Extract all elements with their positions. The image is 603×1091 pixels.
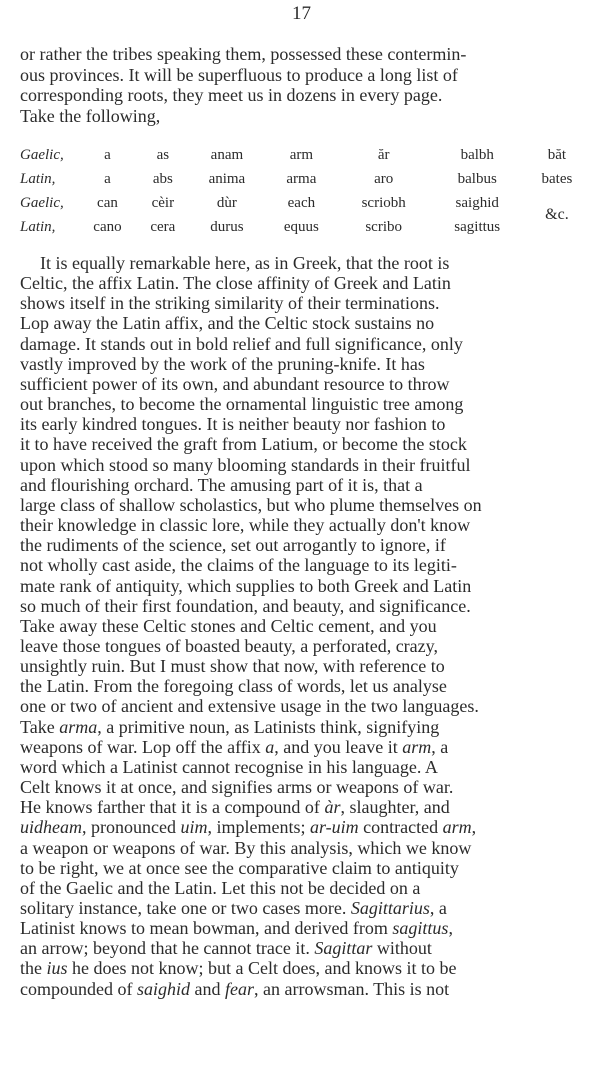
body-text-run: , pronounced	[82, 817, 181, 838]
italic-word: arm	[402, 736, 432, 757]
italic-word: àr	[324, 797, 341, 818]
word-cell: anima	[208, 171, 246, 187]
language-label: Gaelic,	[20, 147, 64, 163]
italic-word: Sagittarius	[350, 898, 430, 918]
body-text-run: contracted	[358, 817, 443, 838]
italic-word: saighid	[136, 978, 190, 999]
language-label: Latin,	[20, 171, 56, 187]
word-cell: balbh	[460, 147, 494, 163]
italic-word: arm	[442, 817, 472, 838]
roots-comparison-table	[20, 143, 589, 239]
body-text-run: , a weapon or weapons of war. By this analysis, which we know to be right, we at once see the comparative claim to antiquity of the Gaelic and the Latin. Let this not be decided on a solitary instance, take one or two cases more.	[20, 817, 477, 918]
word-cell: a	[104, 171, 111, 187]
italic-word: uim	[180, 817, 208, 838]
italic-word: ius	[46, 958, 68, 979]
word-cell: each	[287, 195, 316, 211]
body-text-run: without the	[20, 938, 432, 979]
page-number: 17	[292, 3, 311, 24]
italic-word: ar-uim	[309, 817, 359, 838]
italic-word: fear	[225, 978, 254, 999]
word-cell: abs	[152, 171, 173, 187]
body-text-run: , an arrowsman. This is not	[254, 978, 450, 999]
word-cell: scribo	[365, 219, 402, 235]
body-text-run: , and you leave it	[274, 736, 403, 757]
word-cell: aro	[374, 171, 394, 187]
word-cell: arma	[286, 171, 317, 187]
word-cell: a	[104, 147, 111, 163]
table-row-latin-1	[20, 167, 589, 191]
word-cell: can	[97, 195, 118, 211]
etcetera-mark: &c.	[545, 206, 569, 223]
italic-word: arma	[59, 716, 98, 737]
body-text-run: It is equally remarkable here, as in Greek, that the root is Celtic, the affix Latin. The close affinity of Greek and Latin shows itself in the striking similarity of their terminations. Lop away the Latin affix, and the Celtic stock sustains no damage. It stands out in bold relief and full significance, only vastly improved by the work of the pruning-knife. It has sufficient power of its own, and abundant resource to throw out branches, to become the ornamental linguistic tree among its early kindred tongues. It is neither beauty nor fashion to it to have received the graft from Latium, or become the stock upon which stood so many blooming standards in their fruitful and flourishing orchard. The amusing part of it is, that a large class of shallow scholastics, but who plume themselves on their knowledge in classic lore, while they actually don't know the rudiments of the science, set out arrogantly to ignore, if not wholly cast aside, the claims of the language to its legiti- mate rank of antiquity, which supplies to both Greek and Latin so much of their first foundation, and beauty, and significance. Take away these Celtic stones and Celtic cement, and you leave those tongues of boasted beauty, a perforated, crazy, unsightly ruin. But I must show that now, with reference to the Latin. From the foregoing class of words, let us analyse one or two of ancient and extensive usage in the two languages. Take	[20, 253, 482, 737]
word-cell: as	[156, 147, 170, 163]
italic-word: Sagittar	[314, 938, 373, 959]
word-cell: saighid	[455, 195, 499, 211]
body-text-run: , a primitive noun, as Latinists think, signifying weapons of war. Lop off the affix	[20, 716, 440, 757]
body-text-run: , a word which a Latinist cannot recognise in his language. A Celt knows it at once, and signifies arms or weapons of war. He knows farther that it is a compound of	[20, 736, 454, 818]
word-cell: durus	[210, 219, 244, 235]
word-cell: cèir	[151, 195, 175, 211]
italic-word: sagittus	[392, 918, 449, 939]
body-paragraph	[20, 253, 589, 999]
language-label: Latin,	[20, 219, 56, 235]
language-label: Gaelic,	[20, 195, 64, 211]
word-cell: bates	[541, 171, 573, 187]
word-cell: arm	[289, 147, 314, 163]
word-cell: cera	[150, 219, 176, 235]
word-cell: ăr	[377, 147, 390, 163]
word-cell: anam	[210, 147, 244, 163]
word-cell: scriobh	[361, 195, 406, 211]
intro-paragraph: or rather the tribes speaking them, possessed these contermin- ous provinces. It will be superfluous to produce a long list of corresponding roots, they meet us in dozens in every page. Take the following,	[20, 44, 467, 127]
body-text-run: , implements;	[207, 817, 310, 838]
body-text-run: , an arrow; beyond that he cannot trace it.	[20, 918, 453, 959]
word-cell: dùr	[216, 195, 237, 211]
word-cell: equus	[283, 219, 319, 235]
italic-word: a	[265, 736, 275, 757]
word-cell: sagittus	[454, 219, 501, 235]
body-text-run: , slaughter, and	[340, 797, 450, 818]
table-row-latin-2	[20, 215, 589, 239]
word-cell: cano	[93, 219, 122, 235]
body-text-run: and	[190, 978, 225, 999]
body-text-run: , a Latinist knows to mean bowman, and derived from	[20, 898, 447, 939]
word-cell: băt	[547, 147, 567, 163]
paragraph-indent	[20, 253, 40, 273]
table-row-gaelic-1	[20, 143, 589, 167]
italic-word: uidheam	[20, 817, 82, 838]
body-text-run: he does not know; but a Celt does, and knows it to be compounded of	[20, 958, 457, 999]
word-cell: balbus	[457, 171, 497, 187]
table-row-gaelic-2	[20, 191, 589, 215]
